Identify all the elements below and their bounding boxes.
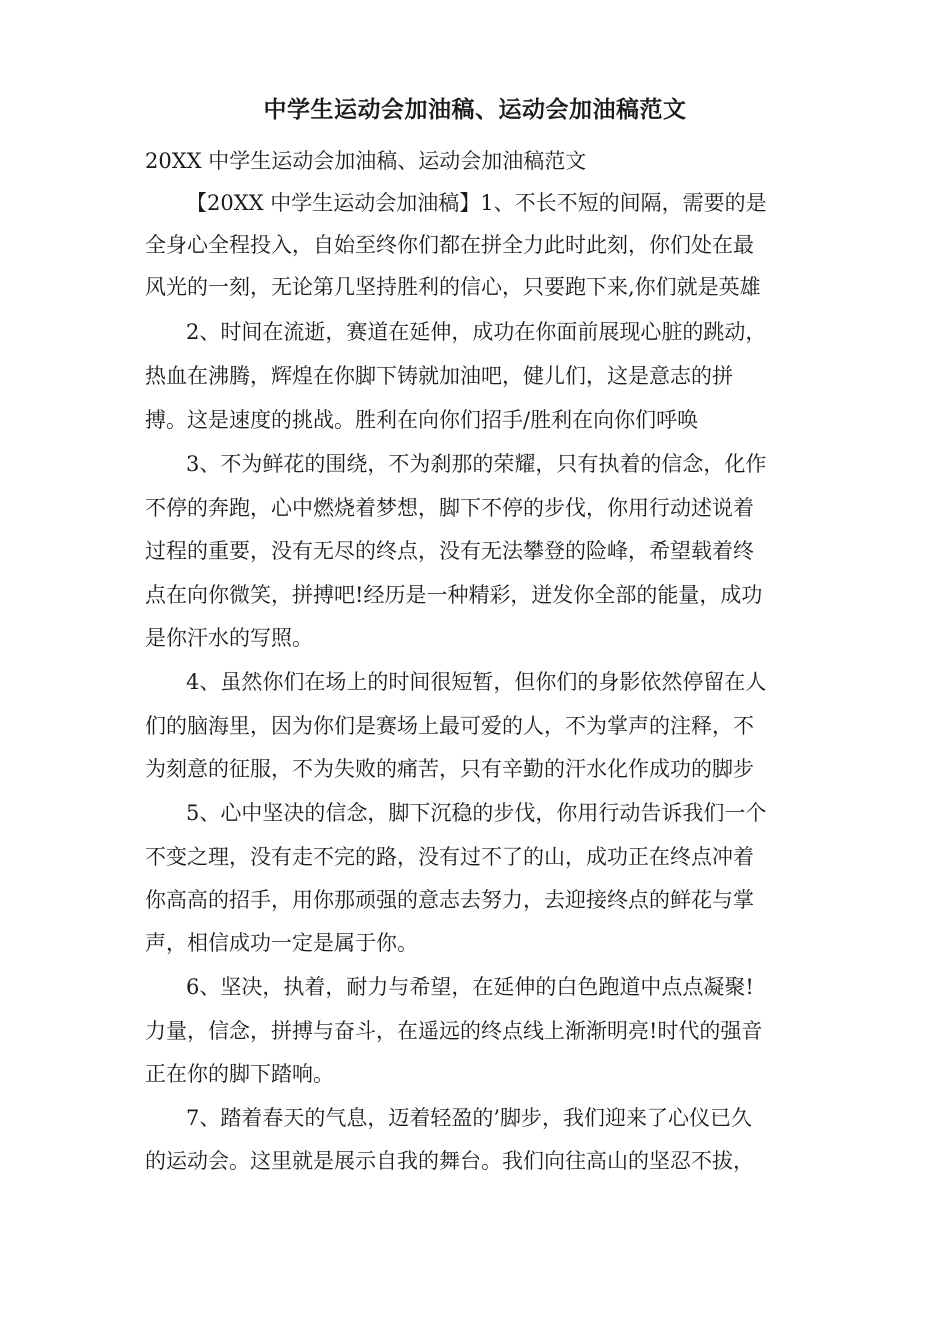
paragraph-line: 不停的奔跑，心中燃烧着梦想，脚下不停的步伐，你用行动述说着 (145, 496, 754, 520)
paragraph-line: 全身心全程投入，自始至终你们都在拼全力此时此刻，你们处在最 (145, 233, 754, 257)
paragraph-line: 热血在沸腾，辉煌在你脚下铸就加油吧，健儿们，这是意志的拼 (145, 364, 733, 388)
paragraph-line: 不变之理，没有走不完的路，没有过不了的山，成功正在终点冲着 (145, 845, 754, 869)
document-title: 中学生运动会加油稿、运动会加油稿范文 (263, 96, 687, 123)
paragraph-line: 点在向你微笑，拼搏吧!经历是一种精彩，迸发你全部的能量，成功 (145, 583, 763, 607)
paragraph-line: 是你汗水的写照。 (145, 626, 313, 650)
paragraph-line: 声，相信成功一定是属于你。 (145, 931, 418, 955)
paragraph-line: 【20XX 中学生运动会加油稿】1、不长不短的间隔，需要的是 (186, 191, 767, 215)
paragraph-line: 6、坚决，执着，耐力与希望，在延伸的白色跑道中点点凝聚! (186, 975, 754, 999)
paragraph-line: 4、虽然你们在场上的时间很短暂，但你们的身影依然停留在人 (186, 670, 767, 694)
paragraph-line: 3、不为鲜花的围绕，不为刹那的荣耀，只有执着的信念，化作 (186, 452, 767, 476)
paragraph-line: 2、时间在流逝，赛道在延伸，成功在你面前展现心脏的跳动， (186, 320, 767, 344)
paragraph-line: 们的脑海里，因为你们是赛场上最可爱的人，不为掌声的注释，不 (145, 714, 754, 738)
paragraph-line: 搏。这是速度的挑战。胜利在向你们招手/胜利在向你们呼唤 (145, 408, 699, 432)
paragraph-line: 为刻意的征服，不为失败的痛苦，只有辛勤的汗水化作成功的脚步 (145, 757, 754, 781)
paragraph-line: 的运动会。这里就是展示自我的舞台。我们向往高山的坚忍不拔， (145, 1149, 754, 1173)
paragraph-line: 正在你的脚下踏响。 (145, 1062, 334, 1086)
paragraph-line: 你高高的招手，用你那顽强的意志去努力，去迎接终点的鲜花与掌 (145, 888, 754, 912)
paragraph-line: 力量，信念，拼搏与奋斗，在遥远的终点线上渐渐明亮!时代的强音 (145, 1019, 763, 1043)
paragraph-line: 7、踏着春天的气息，迈着轻盈的’脚步，我们迎来了心仪已久 (186, 1106, 753, 1130)
paragraph-line: 过程的重要，没有无尽的终点，没有无法攀登的险峰，希望载着终 (145, 539, 754, 563)
document-subtitle: 20XX 中学生运动会加油稿、运动会加油稿范文 (145, 149, 587, 173)
paragraph-line: 风光的一刻，无论第几坚持胜利的信心，只要跑下来,你们就是英雄 (145, 275, 761, 299)
paragraph-line: 5、心中坚决的信念，脚下沉稳的步伐，你用行动告诉我们一个 (186, 801, 767, 825)
